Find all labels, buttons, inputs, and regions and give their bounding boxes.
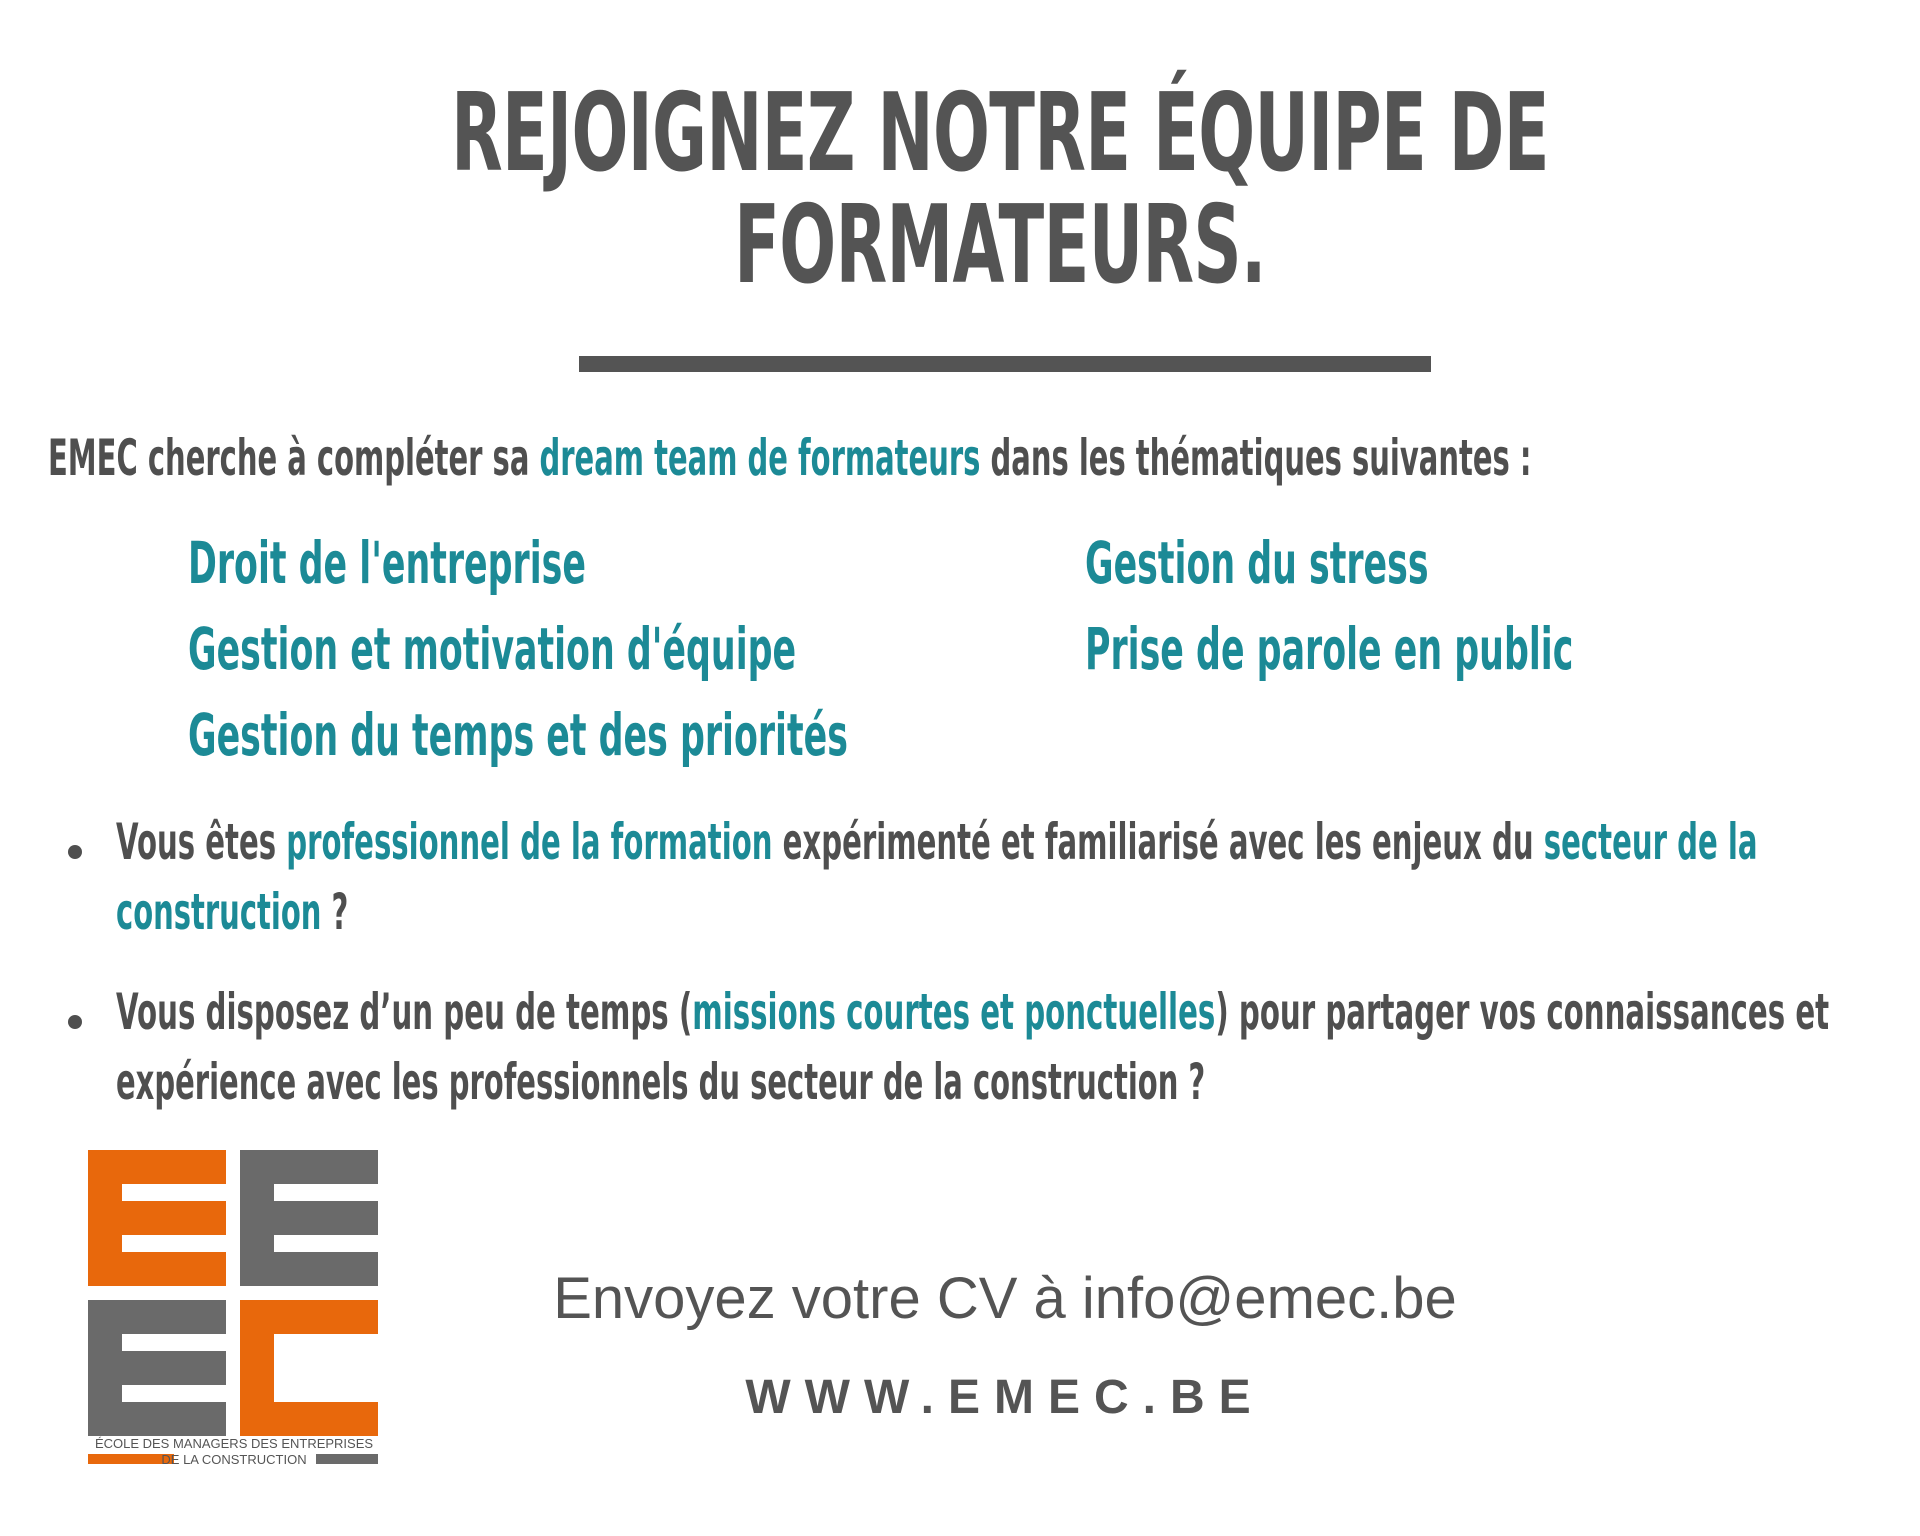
website-link[interactable]: WWW.EMEC.BE xyxy=(745,1371,1265,1424)
bullet-text: Vous disposez d’un peu de temps ( xyxy=(116,983,693,1041)
bullet-highlight: professionnel de la formation xyxy=(286,813,773,871)
bullet-text: expérimenté et familiarisé avec les enjeux du xyxy=(772,813,1544,871)
title-underline xyxy=(579,356,1431,372)
bullet-text: expérience avec les professionnels du secteur de la construction ? xyxy=(116,1053,1206,1111)
bullet-line xyxy=(116,882,348,942)
topic-item: Prise de parole en public xyxy=(1085,615,1574,683)
bullet-text: ? xyxy=(321,883,349,941)
intro-text xyxy=(48,428,1531,488)
bullet-text: Vous êtes xyxy=(116,813,287,871)
topic-item: Droit de l'entreprise xyxy=(188,529,586,597)
title-line-2: FORMATEURS. xyxy=(734,183,1266,308)
page-title xyxy=(380,71,1620,308)
topic-item: Gestion du stress xyxy=(1085,529,1429,597)
bullet-highlight: secteur de la xyxy=(1543,813,1758,871)
intro-highlight: dream team de formateurs xyxy=(539,429,981,487)
cv-contact-line: Envoyez votre CV à info@emec.be xyxy=(553,1266,1457,1331)
topic-item: Gestion du temps et des priorités xyxy=(188,701,848,769)
bullet-dot xyxy=(68,1015,82,1029)
bullet-line xyxy=(116,982,1829,1042)
logo-gray-bar xyxy=(316,1454,378,1464)
logo-caption-line-2: DE LA CONSTRUCTION xyxy=(161,1452,307,1467)
intro-after: dans les thématiques suivantes : xyxy=(980,429,1532,487)
bullet-line xyxy=(116,812,1758,872)
bullet-dot xyxy=(68,845,82,859)
title-line-1: REJOIGNEZ NOTRE ÉQUIPE DE xyxy=(451,71,1549,196)
intro-before: EMEC cherche à compléter sa xyxy=(48,429,540,487)
bullet-highlight: construction xyxy=(116,883,322,941)
bullet-line xyxy=(116,1052,1205,1112)
logo-caption-line-1: ÉCOLE DES MANAGERS DES ENTREPRISES xyxy=(94,1436,374,1451)
bullet-highlight: missions courtes et ponctuelles xyxy=(692,983,1216,1041)
topic-item: Gestion et motivation d'équipe xyxy=(188,615,797,683)
bullet-text: ) pour partager vos connaissances et xyxy=(1215,983,1830,1041)
